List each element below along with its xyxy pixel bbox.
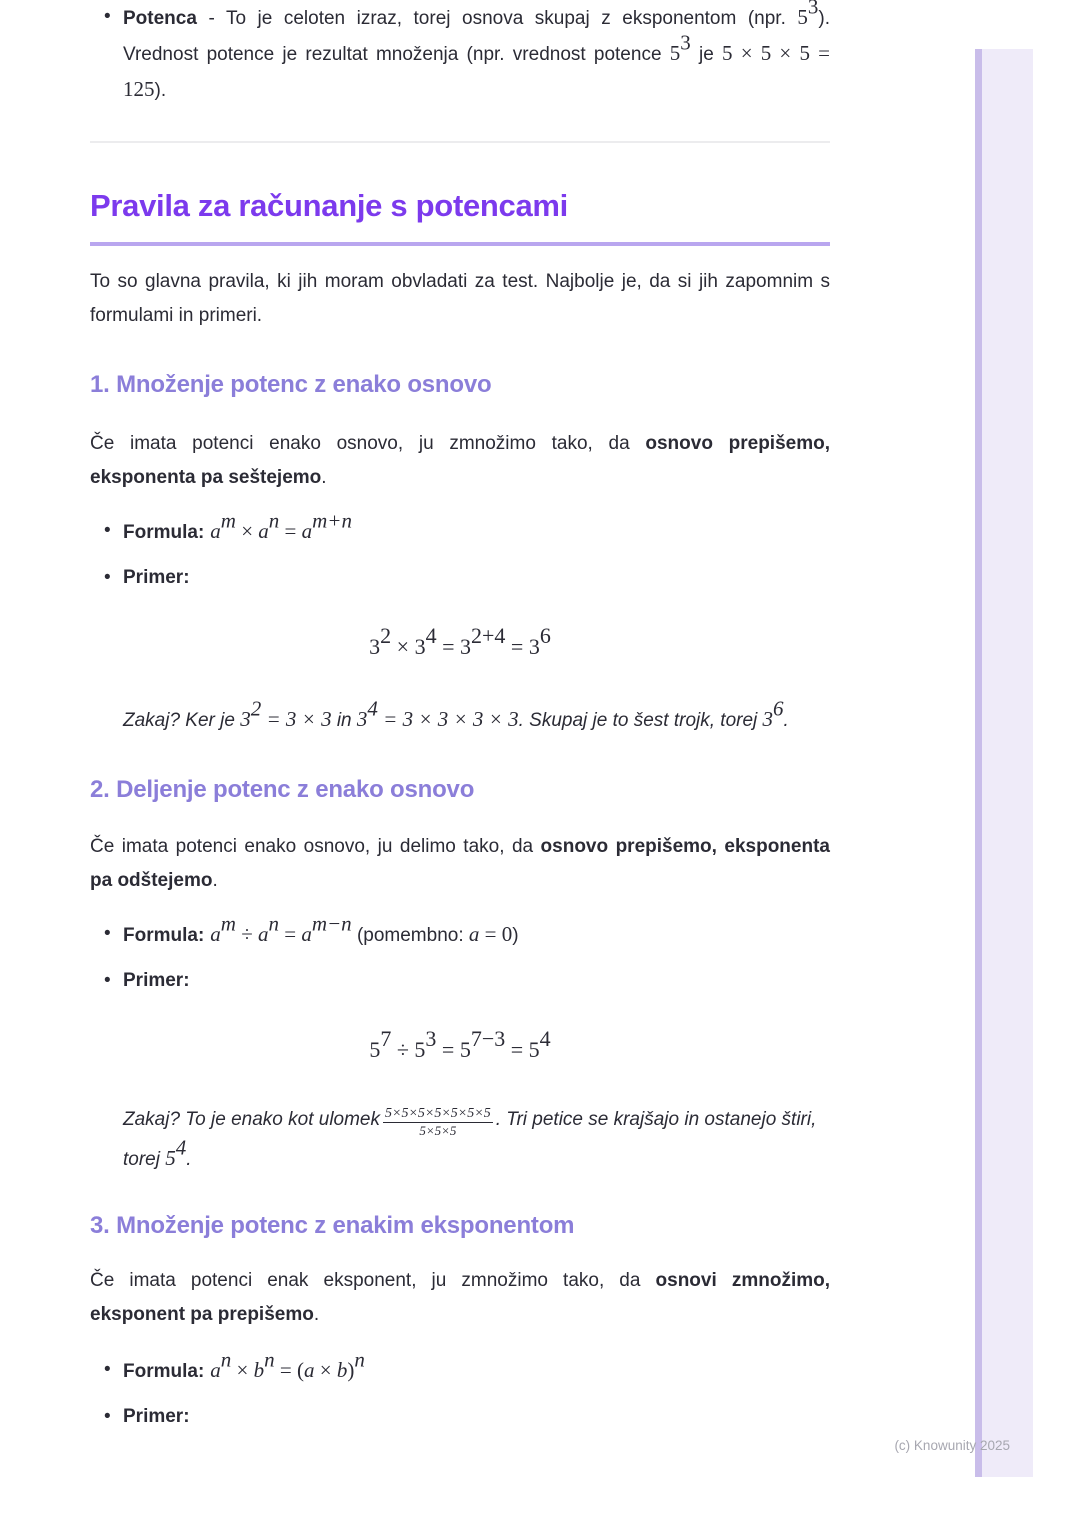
example-equation: $3^2 \times 3^4 = 3^{2+4} = 3^6$ [369,623,551,659]
primer-item [123,1400,830,1434]
formula-label: Formula: [123,925,205,946]
formula-item [123,1347,830,1389]
rule-list [90,1347,830,1434]
definition-item-potenca: • Potenca - To je celoten izraz, torej osnova skupaj z eksponentom (npr. $5^3$). Vrednost potence je rezultat množenja (npr. vrednost potence $5^3$ je 5 × 5 × 5 = 125). [123,0,830,108]
section-paragraph: Če imata potenci enako osnovo, ju zmnožimo tako, da osnovo prepišemo, eksponenta pa seštejemo. [90,433,831,488]
formula-label: Formula: [123,1361,205,1382]
formula-label: Formula: [123,522,205,543]
title-underline [90,242,830,246]
footer-copyright: (c) Knowunity 2025 [894,1438,1010,1453]
definition-list [90,0,830,108]
section-heading: 1. Množenje potenc z enako osnovo [90,371,492,398]
primer-label: Primer: [123,970,190,991]
section-mnozenje-enako-osnovo [90,369,830,739]
why-note: Zakaj? Ker je $3^2 = 3 \times 3$ in $3^4 = 3 \times 3 \times 3 \times 3$. Skupaj je to šest trojk, torej $3^6$. [123,696,789,731]
formula-expression: $a^n \times b^n = (a \times b)^n$ [210,1347,365,1382]
formula-expression: $a^m \div a^n = a^{m-n}$ (pomembno: a = 0) [210,911,519,946]
why-note: Zakaj? To je enako kot ulomek $\frac{5\times 5\times 5\times 5\times 5\times 5\times 5}{5\times 5\times 5}$ . Tri petice se krajšajo in ostanejo štiri, torej $5^4$. [123,1105,817,1170]
section-mnozenje-enak-eksponent [90,1210,830,1434]
section-deljenje-enako-osnovo [90,774,830,1179]
primer-label: Primer: [123,1406,190,1427]
primer-item [123,964,830,998]
section-paragraph: Če imata potenci enako osnovo, ju delimo tako, da osnovo prepišemo, eksponenta pa odštejemo. [90,836,830,891]
intro-paragraph: To so glavna pravila, ki jih moram obvladati za test. Najbolje je, da si jih zapomnim s formulami in primeri. [90,271,830,326]
next-page-preview-strip[interactable] [975,49,1033,1477]
document-content [90,0,830,1434]
formula-item [123,508,830,550]
rule-list [90,911,830,998]
primer-item [123,561,830,595]
fraction: $\frac{5\times 5\times 5\times 5\times 5\times 5\times 5}{5\times 5\times 5}$ [385,1105,491,1139]
page-title: Pravila za računanje s potencami [90,188,568,223]
example-equation: $5^7 \div 5^3 = 5^{7-3} = 5^4$ [369,1026,551,1062]
primer-label: Primer: [123,567,190,588]
section-divider [90,141,830,143]
formula-item [123,911,830,953]
formula-expression: $a^m \times a^n = a^{m+n}$ [210,508,352,543]
section-paragraph: Če imata potenci enak eksponent, ju zmnožimo tako, da osnovi zmnožimo, eksponent pa prepišemo. [90,1270,830,1325]
rule-list [90,508,830,595]
section-heading: 2. Deljenje potenc z enako osnovo [90,776,475,803]
section-heading: 3. Množenje potenc z enakim eksponentom [90,1212,575,1239]
